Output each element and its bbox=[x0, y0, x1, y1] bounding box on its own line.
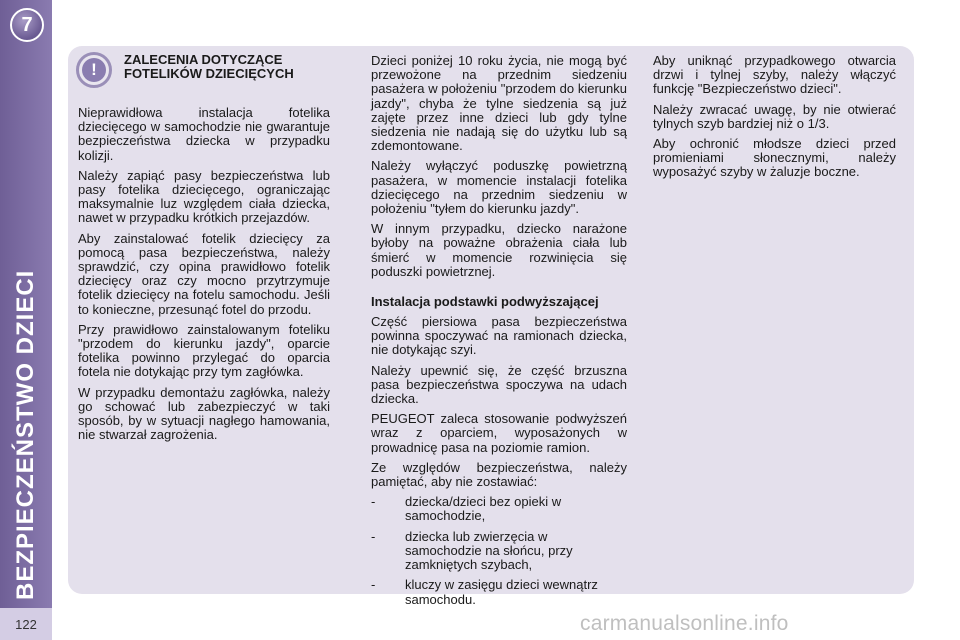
paragraph: Należy wyłączyć poduszkę powietrzną pasażera, w momencie instalacji fotelika dziecięcego na przednim siedzeniu w położeniu "tyłem do kierunku jazdy". bbox=[371, 158, 627, 217]
exclamation-icon: ! bbox=[82, 58, 106, 82]
paragraph: Aby zainstalować fotelik dziecięcy za pomocą pasa bezpieczeństwa, należy sprawdzić, czy opina prawidłowo fotelik dziecięcy oraz czy mocno przytrzymuje fotelik dziecięcy na fotelu samochodu. Jeśli to konieczne, przesunąć fotel do przodu. bbox=[78, 230, 330, 317]
warning-list bbox=[371, 495, 627, 606]
chapter-number: 7 bbox=[21, 13, 33, 36]
paragraph: Dzieci poniżej 10 roku życia, nie mogą być przewożone na przednim siedzeniu pasażera w położeniu "przodem do kierunku jazdy", chyba że tylne siedzenia są już zajęte przez inne dzieci lub gdy tylne siedzenia nie nadają się do użytku lub są zdemontowane. bbox=[371, 53, 627, 154]
column-left bbox=[78, 106, 330, 448]
warning-icon bbox=[76, 52, 112, 88]
paragraph: Przy prawidłowo zainstalowanym foteliku "przodem do kierunku jazdy", oparcie fotelika powinno przylegać do oparcia fotela nie dotykając przy tym zagłówka. bbox=[78, 321, 330, 380]
section-title: ZALECENIA DOTYCZĄCE FOTELIKÓW DZIECIĘCYCH bbox=[124, 52, 294, 81]
paragraph: W przypadku demontażu zagłówka, należy go schować lub zabezpieczyć w taki sposób, by w sytuacji nagłego hamowania, nie stwarzał zagrożenia. bbox=[78, 384, 330, 443]
paragraph: Nieprawidłowa instalacja fotelika dziecięcego w samochodzie nie gwarantuje bezpieczeństwa dziecka w przypadku kolizji. bbox=[78, 105, 330, 163]
page-number: 122 bbox=[0, 608, 52, 640]
list-item: - kluczy w zasięgu dzieci wewnątrz samochodu. bbox=[371, 577, 598, 607]
paragraph: Ze względów bezpieczeństwa, należy pamiętać, aby nie zostawiać: bbox=[371, 459, 627, 490]
column-middle bbox=[371, 54, 627, 613]
list-item: - dziecka lub zwierzęcia w samochodzie na słońcu, przy zamkniętych szybach, bbox=[371, 528, 573, 573]
subheading: Instalacja podstawki podwyższającej bbox=[371, 294, 599, 310]
paragraph: Aby ochronić młodsze dzieci przed promieniami słonecznymi, należy wyposażyć szyby w żaluzje boczne. bbox=[653, 136, 896, 180]
chapter-number-badge bbox=[10, 8, 44, 42]
column-right bbox=[653, 54, 896, 186]
list-item: - dziecka/dzieci bez opieki w samochodzie, bbox=[371, 494, 562, 524]
paragraph: Część piersiowa pasa bezpieczeństwa powinna spoczywać na ramionach dziecka, nie dotykając szyi. bbox=[371, 314, 627, 358]
chapter-sidebar bbox=[0, 0, 52, 640]
paragraph: Należy zwracać uwagę, by nie otwierać tylnych szyb bardziej niż o 1/3. bbox=[653, 101, 896, 131]
paragraph: W innym przypadku, dziecko narażone byłoby na poważne obrażenia ciała lub śmierć w momencie rozwinięcia się poduszki powietrznej. bbox=[371, 221, 627, 279]
chapter-side-title: BEZPIECZEŃSTWO DZIECI bbox=[12, 269, 39, 600]
paragraph: Należy zapiąć pasy bezpieczeństwa lub pasy fotelika dziecięcego, ograniczając maksymalnie luz względem ciała dziecka, nawet w przypadku krótkich przejazdów. bbox=[78, 167, 330, 226]
watermark: carmanualsonline.info bbox=[580, 612, 789, 635]
paragraph: Należy upewnić się, że część brzuszna pasa bezpieczeństwa spoczywa na udach dziecka. bbox=[371, 362, 627, 407]
paragraph: Aby uniknąć przypadkowego otwarcia drzwi i tylnej szyby, należy włączyć funkcję "Bezpieczeństwo dzieci". bbox=[653, 53, 896, 97]
paragraph: PEUGEOT zaleca stosowanie podwyższeń wraz z oparciem, wyposażonych w prowadnicę pasa na poziomie ramion. bbox=[371, 411, 627, 455]
